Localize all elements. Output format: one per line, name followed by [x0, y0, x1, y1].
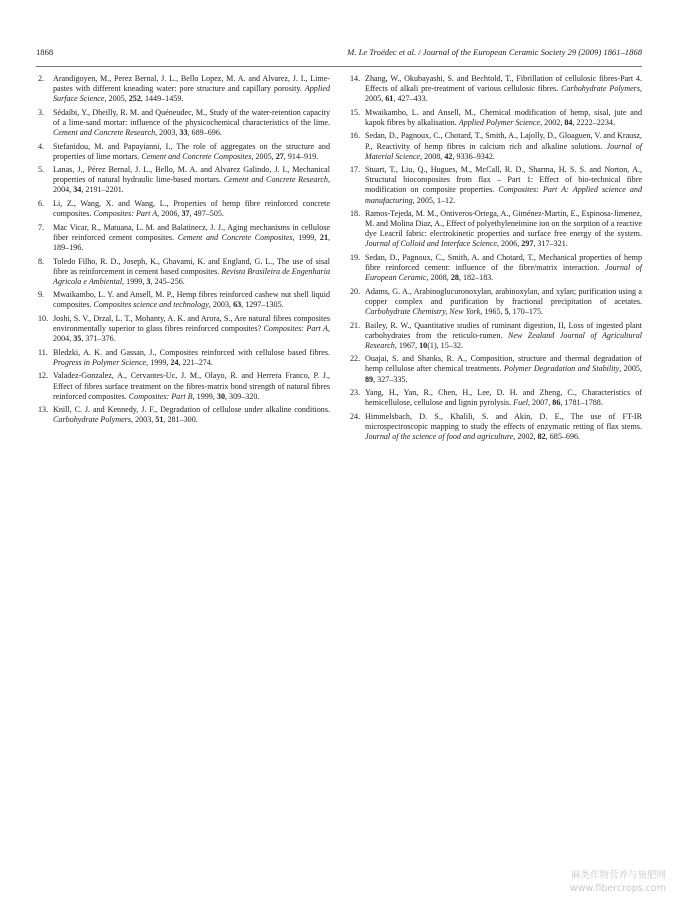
reference-details: , 2002, — [540, 117, 565, 127]
reference-item — [350, 108, 642, 128]
reference-details: , 2005, — [619, 364, 642, 374]
reference-volume: 10 — [419, 340, 428, 350]
reference-details: , 2008, — [426, 273, 451, 283]
reference-journal: Journal of Material Science — [365, 141, 642, 161]
reference-details: , 1965, — [480, 306, 505, 316]
reference-number: 10. — [38, 313, 49, 323]
reference-volume: 27 — [275, 151, 284, 161]
reference-pages: , 9336–9342. — [452, 151, 495, 161]
reference-number: 7. — [38, 222, 45, 232]
reference-details: , 2003, — [131, 415, 156, 425]
reference-text: Sedan, D., Pagnoux, C., Chotard, T., Smith, A., Lajolly, D., Gloaguen, V. and Krausz, P., Reactivity of hemp fibres in calcium rich and alkaline solutions. — [365, 131, 642, 151]
reference-number: 2. — [38, 74, 45, 83]
reference-item — [350, 253, 642, 283]
reference-pages: , 221–274. — [178, 357, 213, 367]
reference-item — [350, 354, 642, 384]
reference-text: Ouajai, S. and Shanks, R. A., Composition, structure and thermal degradation of hemp cellulose after chemical treatments. — [365, 354, 642, 374]
reference-pages: , 371–376. — [81, 334, 116, 344]
reference-volume: 89 — [365, 374, 374, 384]
reference-number: 23. — [350, 388, 361, 398]
reference-details: , 2007, — [527, 398, 553, 408]
reference-item — [350, 287, 642, 317]
reference-item — [38, 257, 330, 287]
reference-journal: Polymer Degradation and Stability — [503, 364, 620, 374]
reference-journal: Revista Brasileira de Engenharia Agricola e Ambiental — [53, 266, 330, 286]
reference-item — [350, 165, 642, 205]
reference-number: 18. — [350, 209, 361, 219]
reference-details: , 2005, — [365, 84, 642, 104]
reference-journal: Composites: Part A — [263, 324, 328, 334]
reference-text: Li, Z., Wang, X. and Wang, L., Properties of hemp fibre reinforced concrete composites. — [53, 199, 330, 219]
running-title: M. Le Troëdec et al. / Journal of the European Ceramic Society 29 (2009) 1861–1868 — [347, 47, 642, 57]
reference-item — [38, 199, 330, 219]
reference-pages: , 317–321. — [533, 239, 568, 249]
reference-details: , 2003, — [208, 300, 234, 310]
reference-text: Sédaïbi, Y., Dheilly, R. M. and Quéneudec, M., Study of the water-retention capacity of a lime-sand mortar: influence of the physicochemical characteristics of the lime. — [53, 107, 330, 127]
reference-details: , 1999, — [192, 391, 217, 401]
reference-text: Yang, H., Yan, R., Chen, H., Lee, D. H. and Zheng, C., Characteristics of hemicellulose, cellulose and lignin pyrolysis. — [365, 388, 642, 408]
reference-text: Toledo Filho, R. D., Joseph, K., Ghavami, K. and England, G. L., The use of sisal fibre as reinforcement in cement based composites. — [53, 256, 330, 276]
reference-number: 12. — [38, 371, 49, 381]
reference-journal: Carbohydrate Polymers — [53, 415, 132, 425]
reference-journal: Progress in Polymer Science — [53, 357, 147, 367]
reference-journal: Cement and Concrete Research — [53, 127, 156, 137]
reference-pages: , 685–696. — [545, 432, 581, 441]
reference-journal: Carbohydrate Polymers — [561, 84, 640, 94]
references-column-right — [350, 74, 642, 446]
reference-journal: Applied Polymer Science — [458, 117, 541, 127]
reference-details: , 2005, — [251, 151, 276, 161]
reference-number: 21. — [350, 320, 361, 330]
reference-volume: 297 — [521, 239, 534, 249]
reference-pages: , 2191–2201. — [81, 185, 124, 195]
reference-volume: 37 — [181, 209, 190, 219]
reference-text: Mac Vicar, R., Matuana, L. M. and Balatinecz, J. J., Aging mechanisms in cellulose fiber reinforced cement composites. — [53, 222, 330, 242]
reference-pages: , 170–175. — [508, 306, 544, 316]
reference-pages: (1), 15–32. — [427, 340, 463, 350]
reference-text: Lanas, J., Pérez Bernal, J. L., Bello, M. A. and Alvarez Galindo, J. I., Mechanical properties of natural hydraulic lime-based mortars. — [53, 165, 330, 185]
reference-number: 24. — [350, 411, 361, 421]
reference-volume: 42 — [444, 151, 453, 161]
reference-number: 4. — [38, 141, 45, 151]
reference-journal: Journal of the science of food and agriculture — [365, 432, 514, 441]
reference-details: , 2006, — [496, 239, 522, 249]
reference-pages: , 281–300. — [163, 415, 198, 425]
reference-item — [38, 348, 330, 368]
reference-journal: Cement and Concrete Composites — [177, 232, 293, 242]
reference-details: , 2005, — [104, 94, 129, 104]
reference-volume: 21 — [319, 232, 328, 242]
reference-volume: 51 — [155, 415, 164, 425]
reference-text: Zhang, W., Okubayashi, S. and Bechtold, T., Fibrillation of cellulosic fibres-Part 4. Effects of alkali pre-treatment of various cellulosic fibres. — [365, 74, 642, 94]
reference-number: 16. — [350, 131, 361, 141]
reference-journal: Composites science and technology — [93, 300, 209, 310]
reference-number: 11. — [38, 347, 48, 357]
reference-pages: , 309–320. — [224, 391, 260, 401]
reference-text: Arandigoyen, M., Perez Bernal, J. L., Bello Lopez, M. A. and Alvarez, J. I., Lime-pastes with different kneading water: pore structure and capillary porosity. — [53, 74, 330, 94]
reference-volume: 28 — [450, 273, 459, 283]
reference-volume: 61 — [385, 94, 394, 104]
reference-volume: 34 — [73, 185, 82, 195]
page-number: 1868 — [36, 47, 54, 57]
reference-pages: , 1781–1788. — [560, 398, 603, 408]
reference-volume: 35 — [73, 334, 82, 344]
site-watermark — [570, 869, 666, 895]
reference-volume: 82 — [537, 432, 546, 441]
reference-number: 20. — [350, 286, 361, 296]
reference-number: 14. — [350, 74, 361, 83]
reference-journal: Composites: Part A — [93, 209, 158, 219]
reference-volume: 86 — [552, 398, 561, 408]
header-rule — [36, 66, 642, 67]
reference-item — [38, 142, 330, 162]
reference-details: , 1999, — [292, 232, 320, 242]
reference-item — [38, 405, 330, 425]
reference-details: , 2008, — [420, 151, 445, 161]
watermark-site-name: 麻类作物营养与施肥网 — [570, 870, 666, 881]
reference-volume: 3 — [146, 276, 151, 286]
reference-journal: Composites: Part A: Applied science and manufacturing — [365, 185, 643, 205]
reference-volume: 63 — [233, 300, 242, 310]
reference-pages: , 497–505. — [189, 209, 224, 219]
reference-volume: 24 — [170, 357, 179, 367]
reference-text: Sedan, D., Pagnoux, C., Smith, A. and Chotard, T., Mechanical properties of hemp fibre reinforced cement: influence of the fibre/matrix interaction. — [365, 253, 642, 273]
reference-item — [38, 314, 330, 344]
reference-details: , 2003, — [155, 127, 180, 137]
reference-item — [38, 74, 330, 104]
reference-pages: , 1297–1305. — [241, 300, 284, 310]
reference-text: Knill, C. J. and Kennedy, J. F., Degradation of cellulose under alkaline conditions. — [53, 405, 330, 415]
references-column-left — [38, 74, 330, 429]
reference-text: Stuart, T., Liu, Q., Hugues, M., McCall, R. D., Sharma, H. S. S. and Norton, A., Structural biocomposites from flax – Part 1: Effect of bio-technical fibre modification on composite properties. — [365, 165, 642, 195]
reference-volume: 5 — [504, 306, 509, 316]
reference-number: 19. — [350, 253, 361, 262]
reference-pages: , 1449–1459. — [140, 94, 184, 104]
reference-journal: Cement and Concrete Research — [223, 175, 328, 185]
reference-details: , 2005, 1–12. — [412, 195, 456, 205]
reference-number: 8. — [38, 256, 45, 266]
reference-text: Bledzki, A. K. and Gassan, J., Composites reinforced with cellulose based fibres. — [53, 347, 330, 357]
reference-text: Himmelsbach, D. S., Khalili, S. and Akin, D. E., The use of FT-IR microspectroscopic mapping to study the effects of enzymatic retting of flax stems. — [365, 411, 642, 431]
reference-text: Mwaikambo, L. Y. and Ansell, M. P., Hemp fibres reinforced cashew nut shell liquid composites. — [53, 290, 330, 310]
reference-journal: New Zealand Journal of Agricultural Research — [365, 330, 642, 350]
reference-number: 22. — [350, 354, 361, 364]
reference-details: , 1999, — [122, 276, 147, 286]
reference-volume: 84 — [564, 117, 573, 127]
reference-pages: , 689–696. — [187, 127, 222, 137]
reference-text: Stefanidou, M. and Papayianni, I., The role of aggregates on the structure and properties of lime mortars. — [53, 141, 330, 161]
reference-text: Joshi, S. V., Drzal, L. T., Mohanty, A. K. and Arora, S., Are natural fibres composites environmentally superior to glass fibres reinforced composites? — [53, 313, 330, 334]
reference-item — [350, 74, 642, 104]
reference-volume: 30 — [216, 391, 225, 401]
reference-item — [38, 290, 330, 310]
reference-pages: , 245–256. — [150, 276, 185, 286]
reference-pages: , 182–183. — [458, 273, 494, 283]
reference-journal: Carbohydrate Chemistry, New York — [365, 306, 481, 316]
reference-journal: Journal of Colloid and Interface Science — [365, 239, 497, 249]
reference-pages: , 427–433. — [393, 94, 428, 104]
reference-journal: Applied Surface Science — [53, 84, 330, 104]
reference-details: , 1967, — [394, 340, 420, 350]
page-header — [36, 47, 642, 61]
reference-item — [38, 223, 330, 253]
watermark-url: www.fibercrops.com — [569, 883, 666, 894]
reference-item — [350, 412, 642, 442]
reference-text: Bailey, R. W., Quantitative studies of ruminant digestion, II, Loss of ingested plant carbohydrates from the reticulo-rumen. — [365, 320, 642, 340]
reference-item — [350, 131, 642, 161]
reference-journal: Journal of European Ceramic — [365, 263, 642, 283]
reference-pages: , 2222–2234. — [572, 117, 615, 127]
reference-item — [350, 209, 642, 249]
reference-details: , 1999, — [146, 357, 171, 367]
reference-pages: , 189–196. — [53, 232, 331, 252]
reference-text: Mwaikambo, L. and Ansell, M., Chemical modification of hemp, sisal, jute and kapok fibres by alkalisation. — [365, 107, 642, 127]
reference-item — [38, 371, 330, 401]
reference-journal: Fuel — [513, 398, 528, 408]
reference-details: , 2004, — [53, 175, 330, 195]
reference-item — [38, 165, 330, 195]
reference-number: 13. — [38, 405, 49, 415]
reference-item — [350, 388, 642, 408]
reference-journal: Composites: Part B — [128, 391, 193, 401]
reference-details: , 2006, — [157, 209, 182, 219]
reference-text: Valadez-Gonzalez, A., Cervantes-Uc, J. M., Olayo, R. and Herrera Franco, P. J., Effect of fibres surface treatment on the fibres-matrix bond strength of natural fibres reinforced composites. — [53, 371, 330, 401]
reference-pages: , 327–335. — [373, 374, 408, 384]
reference-details: , 2002, — [513, 432, 538, 441]
reference-journal: Cement and Concrete Composites — [141, 151, 252, 161]
reference-number: 15. — [350, 107, 361, 117]
reference-pages: , 914–919. — [283, 151, 319, 161]
reference-details: , 2004, — [53, 324, 331, 344]
reference-text: Adams, G. A., Arabinoglucuronoxylan, arabinoxylan, and xylan; purification using a copper complex and purification by fractional precipitation of acetates. — [365, 286, 642, 306]
reference-number: 3. — [38, 107, 45, 117]
reference-text: Ramos-Tejeda, M. M., Ontiveros-Ortega, A., Giménez-Martin, E., Espinosa-Jimenez, M. and Molina Diaz, A., Effect of polyethyleneimine ion on the sorption of a reactive dye Leacril fabric: electrokinetic properties and surface free energy of the system. — [365, 209, 642, 239]
reference-number: 6. — [38, 199, 45, 209]
reference-number: 17. — [350, 165, 361, 175]
reference-volume: 252 — [128, 94, 141, 104]
reference-number: 5. — [38, 165, 45, 175]
reference-number: 9. — [38, 290, 45, 300]
reference-item — [350, 321, 642, 351]
reference-volume: 33 — [179, 127, 188, 137]
reference-item — [38, 108, 330, 138]
